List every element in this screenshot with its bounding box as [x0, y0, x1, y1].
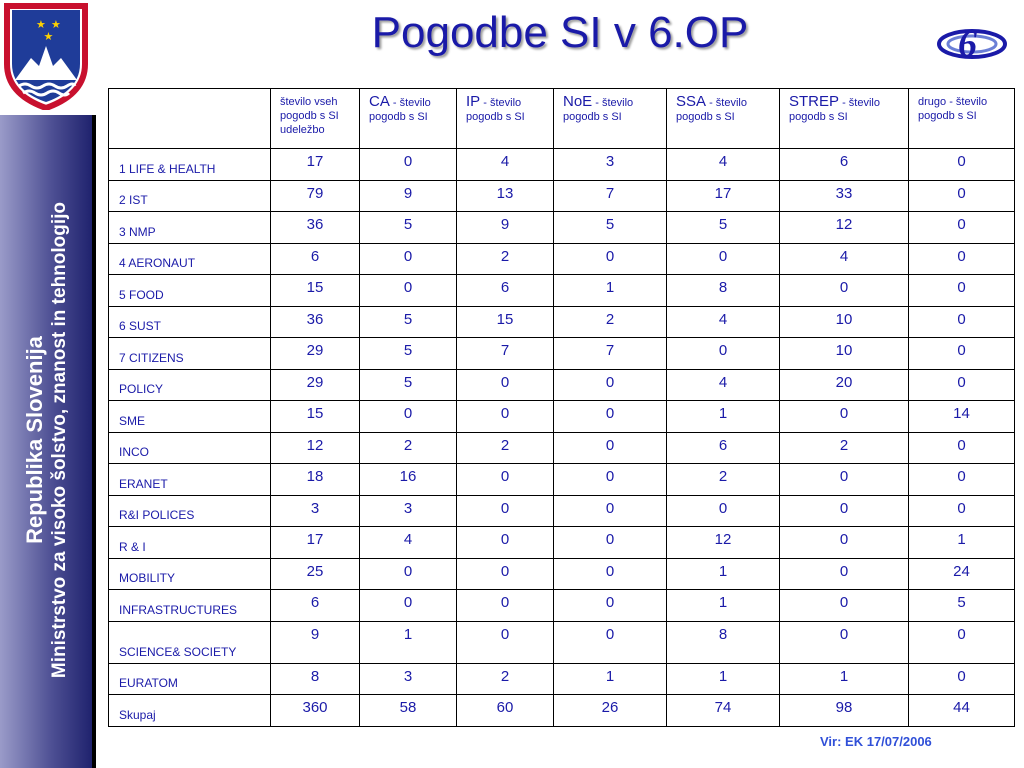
- table-cell: 5: [360, 338, 457, 370]
- table-cell: 6: [780, 149, 909, 181]
- column-header: [109, 89, 271, 149]
- column-header-sub: število vseh pogodb s SI udeležbo: [280, 96, 339, 136]
- table-cell: 2: [780, 432, 909, 464]
- contracts-table-wrap: [108, 88, 1015, 727]
- table-cell: 20: [780, 369, 909, 401]
- row-label: SCIENCE& SOCIETY: [109, 621, 271, 663]
- table-cell: 6: [667, 432, 780, 464]
- contracts-table: [108, 88, 1015, 727]
- table-cell: 14: [909, 401, 1015, 433]
- table-row: [109, 590, 1015, 622]
- table-row: [109, 180, 1015, 212]
- table-row: [109, 495, 1015, 527]
- column-header: [271, 89, 360, 149]
- table-row: [109, 663, 1015, 695]
- table-cell: 1: [667, 401, 780, 433]
- table-cell: 4: [360, 527, 457, 559]
- table-cell: 0: [909, 621, 1015, 663]
- table-cell: 0: [780, 401, 909, 433]
- table-cell: 1: [667, 590, 780, 622]
- table-cell: 0: [909, 432, 1015, 464]
- table-cell: 0: [780, 590, 909, 622]
- table-cell: 7: [554, 338, 667, 370]
- column-header-sub: - število pogodb s SI: [563, 97, 634, 123]
- table-cell: 13: [457, 180, 554, 212]
- table-cell: 33: [780, 180, 909, 212]
- table-cell: 12: [780, 212, 909, 244]
- table-cell: 10: [780, 306, 909, 338]
- svg-text:★: ★: [51, 18, 61, 31]
- table-cell: 2: [457, 243, 554, 275]
- table-cell: 2: [554, 306, 667, 338]
- table-cell: 9: [457, 212, 554, 244]
- column-header: [457, 89, 554, 149]
- table-cell: 1: [554, 663, 667, 695]
- table-cell: 0: [457, 369, 554, 401]
- table-cell: 2: [360, 432, 457, 464]
- table-cell: 8: [271, 663, 360, 695]
- column-header-sub: - število pogodb s SI: [369, 97, 431, 123]
- table-cell: 98: [780, 695, 909, 727]
- table-cell: 0: [909, 338, 1015, 370]
- table-cell: 0: [909, 212, 1015, 244]
- table-cell: 15: [271, 401, 360, 433]
- table-cell: 0: [909, 369, 1015, 401]
- table-cell: 0: [667, 243, 780, 275]
- column-header: [909, 89, 1015, 149]
- table-cell: 4: [780, 243, 909, 275]
- table-cell: 3: [554, 149, 667, 181]
- column-header-sub: - število pogodb s SI: [466, 97, 525, 123]
- table-cell: 0: [554, 243, 667, 275]
- table-row: [109, 527, 1015, 559]
- table-cell: 5: [360, 212, 457, 244]
- sidebar-text: [22, 140, 72, 740]
- table-cell: 18: [271, 464, 360, 496]
- table-cell: 1: [667, 663, 780, 695]
- row-label: R & I: [109, 527, 271, 559]
- table-cell: 12: [271, 432, 360, 464]
- table-cell: 8: [667, 275, 780, 307]
- row-label: 5 FOOD: [109, 275, 271, 307]
- table-row: [109, 338, 1015, 370]
- table-cell: 0: [909, 495, 1015, 527]
- table-cell: 2: [667, 464, 780, 496]
- svg-text:★: ★: [43, 30, 54, 43]
- row-label: 1 LIFE & HEALTH: [109, 149, 271, 181]
- table-row: [109, 275, 1015, 307]
- table-cell: 16: [360, 464, 457, 496]
- column-header-main: IP: [466, 93, 481, 110]
- sidebar-line-2: Ministrstvo za visoko šolstvo, znanost in tehnologijo: [49, 201, 70, 679]
- table-cell: 0: [360, 401, 457, 433]
- table-cell: 1: [554, 275, 667, 307]
- row-label: POLICY: [109, 369, 271, 401]
- table-cell: 36: [271, 306, 360, 338]
- table-row: [109, 695, 1015, 727]
- table-cell: 0: [554, 369, 667, 401]
- table-cell: 4: [667, 306, 780, 338]
- table-cell: 0: [457, 495, 554, 527]
- row-label: INCO: [109, 432, 271, 464]
- sidebar-line-1: Republika Slovenija: [22, 336, 47, 544]
- table-row: [109, 306, 1015, 338]
- table-cell: 3: [360, 663, 457, 695]
- table-cell: 0: [909, 306, 1015, 338]
- table-cell: 0: [909, 275, 1015, 307]
- table-cell: 6: [271, 590, 360, 622]
- table-cell: 3: [360, 495, 457, 527]
- row-label: INFRASTRUCTURES: [109, 590, 271, 622]
- table-cell: 0: [909, 464, 1015, 496]
- table-cell: 0: [360, 149, 457, 181]
- table-cell: 4: [667, 369, 780, 401]
- table-cell: 5: [667, 212, 780, 244]
- fp6-logo-icon: [936, 20, 1008, 64]
- table-cell: 2: [457, 432, 554, 464]
- column-header-main: NoE: [563, 93, 593, 110]
- column-header: [667, 89, 780, 149]
- table-cell: 9: [271, 621, 360, 663]
- table-cell: 36: [271, 212, 360, 244]
- table-cell: 0: [360, 558, 457, 590]
- table-cell: 0: [554, 590, 667, 622]
- table-row: [109, 432, 1015, 464]
- row-label: SME: [109, 401, 271, 433]
- table-cell: 0: [780, 464, 909, 496]
- table-row: [109, 149, 1015, 181]
- table-cell: 12: [667, 527, 780, 559]
- table-cell: 1: [780, 663, 909, 695]
- table-cell: 5: [554, 212, 667, 244]
- table-row: [109, 212, 1015, 244]
- source-note: Vir: EK 17/07/2006: [820, 734, 932, 749]
- table-cell: 1: [360, 621, 457, 663]
- column-header: [554, 89, 667, 149]
- table-cell: 17: [667, 180, 780, 212]
- table-cell: 4: [667, 149, 780, 181]
- column-header-main: STREP: [789, 93, 840, 110]
- table-cell: 0: [909, 243, 1015, 275]
- table-cell: 0: [780, 527, 909, 559]
- table-cell: 0: [554, 432, 667, 464]
- table-cell: 5: [360, 306, 457, 338]
- row-label: Skupaj: [109, 695, 271, 727]
- table-cell: 9: [360, 180, 457, 212]
- table-cell: 0: [780, 275, 909, 307]
- table-cell: 10: [780, 338, 909, 370]
- svg-text:6: 6: [958, 23, 977, 64]
- table-cell: 0: [667, 495, 780, 527]
- table-header-row: [109, 89, 1015, 149]
- table-cell: 4: [457, 149, 554, 181]
- table-cell: 0: [457, 558, 554, 590]
- table-cell: 6: [271, 243, 360, 275]
- row-label: R&I POLICES: [109, 495, 271, 527]
- table-cell: 0: [554, 401, 667, 433]
- column-header-main: SSA: [676, 93, 707, 110]
- table-cell: 29: [271, 369, 360, 401]
- table-cell: 0: [457, 590, 554, 622]
- table-cell: 15: [271, 275, 360, 307]
- table-cell: 0: [554, 527, 667, 559]
- table-cell: 0: [554, 621, 667, 663]
- table-row: [109, 464, 1015, 496]
- table-cell: 0: [554, 495, 667, 527]
- row-label: EURATOM: [109, 663, 271, 695]
- table-cell: 0: [667, 338, 780, 370]
- table-cell: 360: [271, 695, 360, 727]
- svg-text:★: ★: [36, 18, 46, 31]
- table-cell: 0: [457, 527, 554, 559]
- column-header-sub: drugo - število pogodb s SI: [918, 96, 988, 122]
- table-cell: 17: [271, 527, 360, 559]
- table-cell: 17: [271, 149, 360, 181]
- table-cell: 24: [909, 558, 1015, 590]
- table-cell: 0: [780, 558, 909, 590]
- column-header: [360, 89, 457, 149]
- table-cell: 2: [457, 663, 554, 695]
- table-row: [109, 401, 1015, 433]
- table-row: [109, 558, 1015, 590]
- table-cell: 0: [554, 464, 667, 496]
- table-cell: 0: [909, 663, 1015, 695]
- table-row: [109, 621, 1015, 663]
- table-cell: 0: [360, 590, 457, 622]
- table-cell: 60: [457, 695, 554, 727]
- column-header-main: CA: [369, 93, 390, 110]
- table-cell: 0: [457, 464, 554, 496]
- table-cell: 6: [457, 275, 554, 307]
- table-cell: 0: [457, 621, 554, 663]
- column-header-sub: - število pogodb s SI: [676, 97, 747, 123]
- table-cell: 0: [360, 275, 457, 307]
- row-label: 6 SUST: [109, 306, 271, 338]
- table-cell: 1: [667, 558, 780, 590]
- table-cell: 5: [909, 590, 1015, 622]
- row-label: 3 NMP: [109, 212, 271, 244]
- row-label: ERANET: [109, 464, 271, 496]
- table-cell: 0: [780, 495, 909, 527]
- table-cell: 3: [271, 495, 360, 527]
- table-cell: 7: [457, 338, 554, 370]
- column-header: [780, 89, 909, 149]
- row-label: MOBILITY: [109, 558, 271, 590]
- table-cell: 0: [780, 621, 909, 663]
- table-cell: 74: [667, 695, 780, 727]
- table-cell: 8: [667, 621, 780, 663]
- page-title: Pogodbe SI v 6.OP: [371, 8, 749, 57]
- table-cell: 7: [554, 180, 667, 212]
- table-cell: 0: [554, 558, 667, 590]
- table-cell: 58: [360, 695, 457, 727]
- row-label: 2 IST: [109, 180, 271, 212]
- table-row: [109, 243, 1015, 275]
- table-cell: 29: [271, 338, 360, 370]
- table-cell: 25: [271, 558, 360, 590]
- table-row: [109, 369, 1015, 401]
- row-label: 7 CITIZENS: [109, 338, 271, 370]
- table-cell: 15: [457, 306, 554, 338]
- table-cell: 0: [457, 401, 554, 433]
- table-cell: 0: [360, 243, 457, 275]
- table-cell: 79: [271, 180, 360, 212]
- column-header-sub: - število pogodb s SI: [789, 97, 880, 123]
- table-cell: 1: [909, 527, 1015, 559]
- table-cell: 44: [909, 695, 1015, 727]
- row-label: 4 AERONAUT: [109, 243, 271, 275]
- sidebar-shadow: [92, 115, 96, 768]
- table-cell: 26: [554, 695, 667, 727]
- table-cell: 0: [909, 149, 1015, 181]
- table-cell: 5: [360, 369, 457, 401]
- table-cell: 0: [909, 180, 1015, 212]
